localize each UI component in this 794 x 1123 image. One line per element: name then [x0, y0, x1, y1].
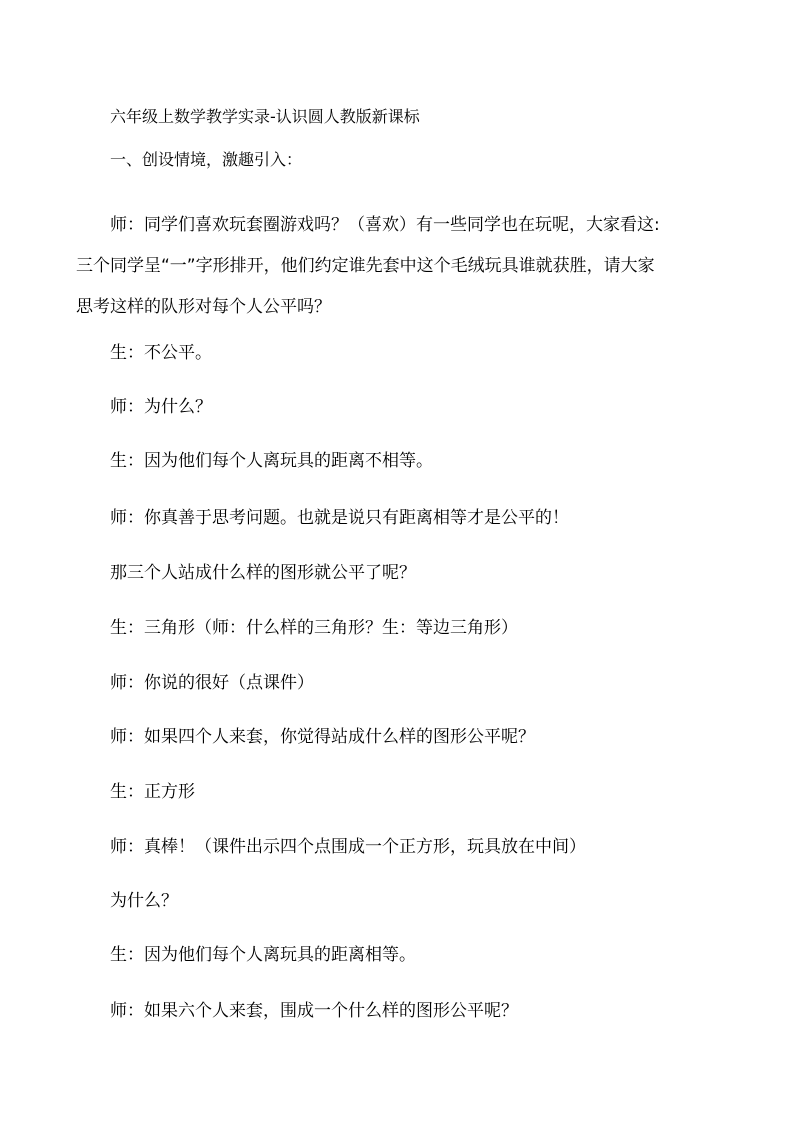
document-title: 六年级上数学教学实录-认识圆人教版新课标	[110, 107, 420, 126]
intro-line-2: 三个同学呈“一”字形排开，他们约定谁先套中这个毛绒玩具谁就获胜，请大家	[76, 256, 655, 276]
dialogue-line: 师：你说的很好（点课件）	[110, 673, 314, 693]
dialogue-line: 师：为什么？	[110, 397, 212, 417]
dialogue-line: 生：正方形	[110, 782, 195, 802]
section-heading: 一、创设情境，激趣引入：	[110, 150, 303, 169]
dialogue-line: 师：如果六个人来套，围成一个什么样的图形公平呢？	[110, 1001, 518, 1021]
intro-paragraph	[76, 205, 726, 328]
intro-line-1: 师：同学们喜欢玩套圈游戏吗？（喜欢）有一些同学也在玩呢，大家看这:	[110, 215, 660, 235]
dialogue-line: 生：不公平。	[110, 343, 212, 363]
dialogue-line: 生：因为他们每个人离玩具的距离相等。	[110, 945, 416, 965]
dialogue-line: 师：真棒！（课件出示四个点围成一个正方形，玩具放在中间）	[110, 837, 586, 857]
dialogue-line: 为什么？	[110, 891, 178, 911]
dialogue-line: 师：你真善于思考问题。也就是说只有距离相等才是公平的！	[110, 508, 569, 528]
dialogue-line: 生：三角形（师：什么样的三角形？生：等边三角形）	[110, 618, 518, 638]
dialogue-line: 师：如果四个人来套，你觉得站成什么样的图形公平呢？	[110, 727, 535, 747]
dialogue-line: 那三个人站成什么样的图形就公平了呢？	[110, 563, 416, 583]
dialogue-line: 生：因为他们每个人离玩具的距离不相等。	[110, 451, 433, 471]
intro-line-3: 思考这样的队形对每个人公平吗？	[76, 297, 331, 317]
